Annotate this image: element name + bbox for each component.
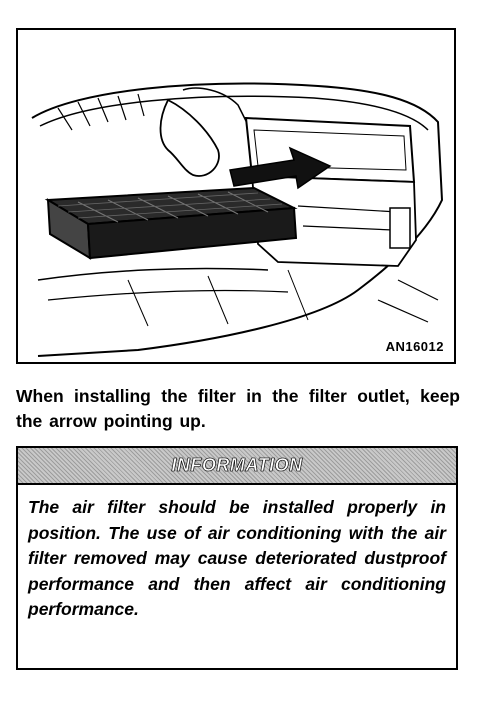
information-box (16, 446, 458, 670)
hand-shape (161, 100, 219, 176)
illustration-frame (16, 28, 456, 364)
air-filter-element (48, 188, 296, 258)
information-body: The air filter should be installed properly in position. The use of air conditioning with the air filter removed may cause deteriorated dustproof performance and then affect air conditioning performance. (28, 497, 446, 619)
caption-text: When installing the filter in the filter outlet, keep the arrow pointing up. (16, 386, 460, 431)
filter-installation-illustration (18, 30, 454, 362)
information-title: INFORMATION (171, 455, 303, 475)
figure-code: AN16012 (385, 339, 444, 354)
information-header (18, 448, 456, 485)
